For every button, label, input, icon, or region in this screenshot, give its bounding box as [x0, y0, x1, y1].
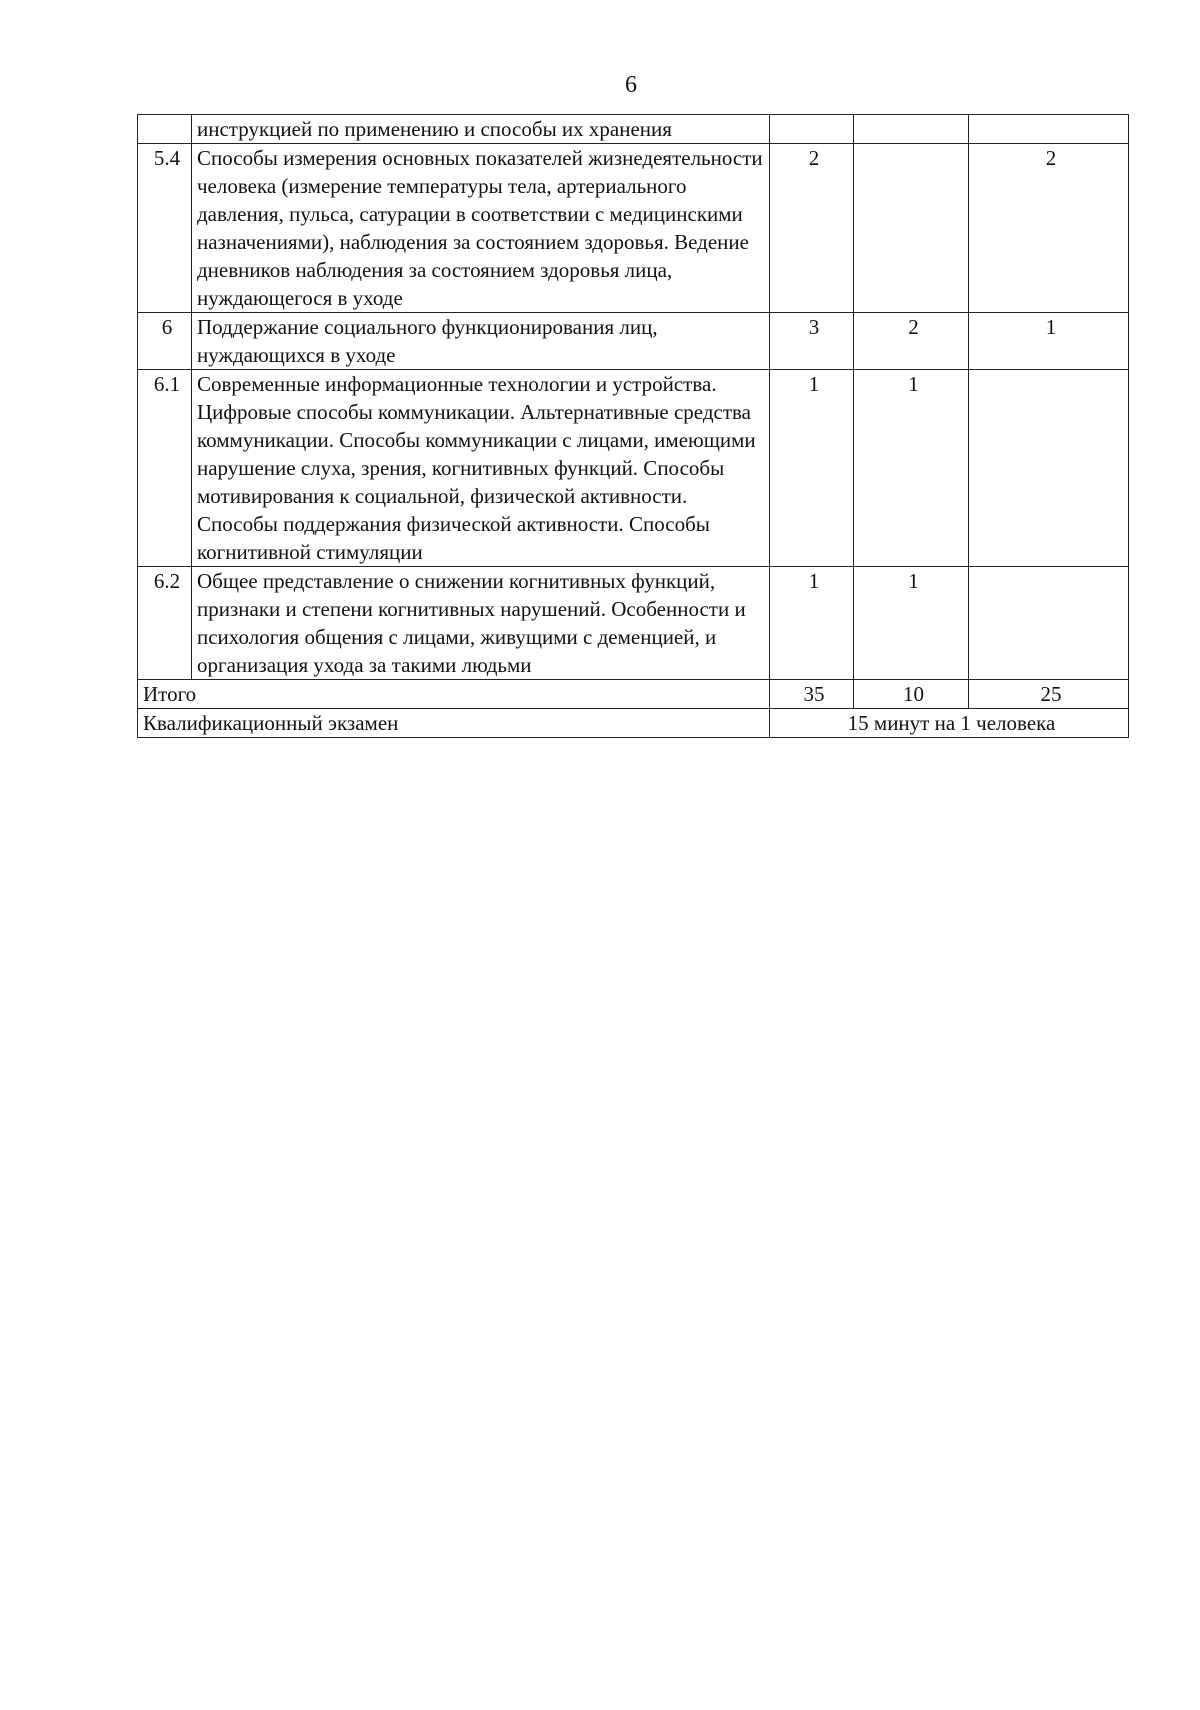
row-number [138, 115, 192, 144]
total-row [138, 680, 1129, 709]
row-topic: инструкцией по применению и способы их хранения [192, 115, 770, 144]
exam-label: Квалификационный экзамен [138, 709, 770, 738]
row-hours-practice: 1 [969, 313, 1129, 370]
row-hours-theory [854, 115, 969, 144]
table-row [138, 144, 1129, 313]
row-number: 6.1 [138, 370, 192, 567]
table-row [138, 567, 1129, 680]
row-hours-total: 3 [770, 313, 854, 370]
row-number: 5.4 [138, 144, 192, 313]
row-hours-total [770, 115, 854, 144]
row-hours-theory: 1 [854, 370, 969, 567]
row-hours-total: 2 [770, 144, 854, 313]
row-hours-total: 1 [770, 370, 854, 567]
total-label: Итого [138, 680, 770, 709]
row-hours-theory: 2 [854, 313, 969, 370]
row-topic: Поддержание социального функционирования лиц, нуждающихся в уходе [192, 313, 770, 370]
row-hours-theory [854, 144, 969, 313]
curriculum-table [137, 114, 1129, 738]
row-topic: Современные информационные технологии и устройства. Цифровые способы коммуникации. Альтернативные средства коммуникации. Способы коммуникации с лицами, имеющими нарушение слуха, зрения, когнитивных функций. Способы мотивирования к социальной, физической активности. Способы поддержания физической активности. Способы когнитивной стимуляции [192, 370, 770, 567]
row-hours-practice: 2 [969, 144, 1129, 313]
row-hours-practice [969, 370, 1129, 567]
table-row [138, 370, 1129, 567]
exam-duration: 15 минут на 1 человека [770, 709, 1129, 738]
page-number: 6 [625, 72, 637, 98]
row-number: 6.2 [138, 567, 192, 680]
row-hours-total: 1 [770, 567, 854, 680]
row-topic: Способы измерения основных показателей жизнедеятельности человека (измерение температуры тела, артериального давления, пульса, сатурации в соответствии с медицинскими назначениями), наблюдения за состоянием здоровья. Ведение дневников наблюдения за состоянием здоровья лица, нуждающегося в уходе [192, 144, 770, 313]
exam-row [138, 709, 1129, 738]
row-topic: Общее представление о снижении когнитивных функций, признаки и степени когнитивных нарушений. Особенности и психология общения с лицами, живущими с деменцией, и организация ухода за такими людьми [192, 567, 770, 680]
total-hours-practice: 25 [969, 680, 1129, 709]
table-row [138, 115, 1129, 144]
total-hours-total: 35 [770, 680, 854, 709]
row-hours-practice [969, 567, 1129, 680]
total-hours-theory: 10 [854, 680, 969, 709]
row-hours-practice [969, 115, 1129, 144]
table-row [138, 313, 1129, 370]
row-hours-theory: 1 [854, 567, 969, 680]
row-number: 6 [138, 313, 192, 370]
